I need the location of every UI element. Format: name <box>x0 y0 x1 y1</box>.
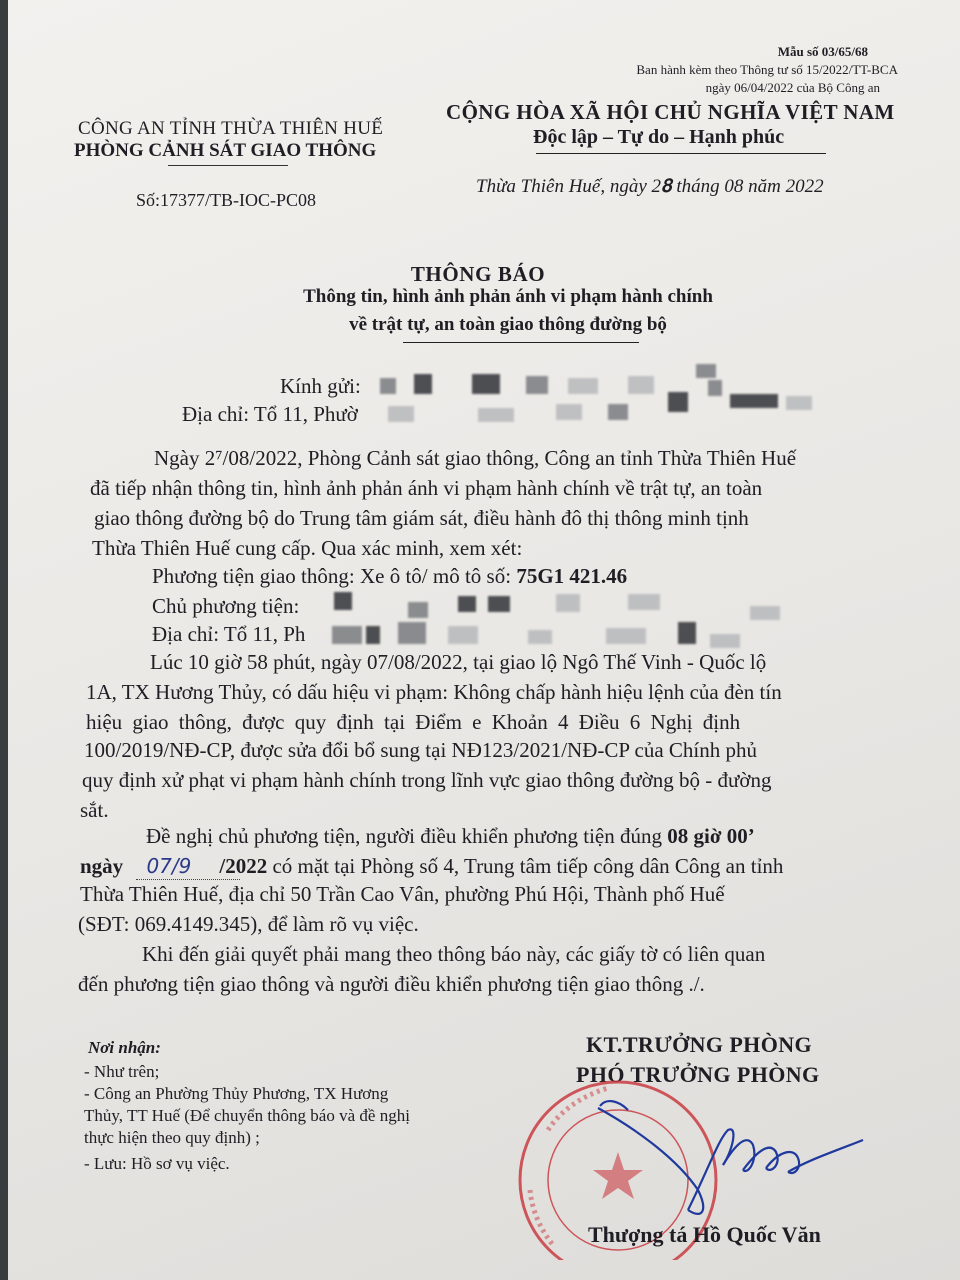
vehicle-plate: 75G1 421.46 <box>516 564 628 588</box>
paragraph-1-line-2: đã tiếp nhận thông tin, hình ảnh phản ánh vi phạm hành chính về trật tự, an toàn <box>90 476 763 500</box>
paragraph-3-line-4: (SĐT: 069.4149.345), để làm rõ vụ việc. <box>78 912 419 936</box>
notice-subtitle-1: Thông tin, hình ảnh phản ánh vi phạm hành chính <box>303 286 713 307</box>
paragraph-3-line-2 <box>80 854 783 879</box>
org-name: CÔNG AN TỈNH THỪA THIÊN HUẾ <box>78 118 384 139</box>
paragraph-4-line-2: đến phương tiện giao thông và người điều khiển phương tiện giao thông ./. <box>78 972 705 996</box>
date-fill-line <box>136 878 240 880</box>
appointment-place: có mặt tại Phòng số 4, Trung tâm tiếp công dân Công an tỉnh <box>267 854 784 878</box>
notice-title: THÔNG BÁO <box>410 262 546 286</box>
appointment-time: 08 giờ 00’ <box>667 824 755 848</box>
paragraph-4-line-1: Khi đến giải quyết phải mang theo thông báo này, các giấy tờ có liên quan <box>142 942 766 966</box>
recipients-heading: Nơi nhận: <box>88 1038 161 1057</box>
recipients-item-1: - Như trên; <box>84 1062 160 1081</box>
paragraph-1-line-4: Thừa Thiên Huế cung cấp. Qua xác minh, xem xét: <box>92 536 523 560</box>
paragraph-2-line-1: Lúc 10 giờ 58 phút, ngày 07/08/2022, tại giao lộ Ngô Thế Vinh - Quốc lộ <box>150 650 767 674</box>
recipient-address: Địa chỉ: Tổ 11, Phườ <box>182 402 358 426</box>
owner-address: Địa chỉ: Tổ 11, Ph <box>152 622 306 646</box>
motto-underline <box>536 153 826 154</box>
document-page <box>8 0 960 1280</box>
handwritten-date: 07/9 <box>146 854 192 878</box>
vehicle-line <box>152 564 627 589</box>
place-date: Thừa Thiên Huế, ngày 2𝟖 tháng 08 năm 2022 <box>476 176 824 197</box>
recipients-item-2-line-3: thực hiện theo quy định) ; <box>84 1128 260 1147</box>
form-issued-line-1: Ban hành kèm theo Thông tư số 15/2022/TT-BCA <box>636 62 898 77</box>
department-underline <box>168 165 288 166</box>
document-number: Số:17377/TB-IOC-PC08 <box>136 190 317 210</box>
paragraph-2-line-5: quy định xử phạt vi phạm hành chính trong lĩnh vực giao thông đường bộ - đường <box>82 768 772 792</box>
form-number: Mẫu số 03/65/68 <box>777 44 868 59</box>
signer-name: Thượng tá Hồ Quốc Văn <box>588 1222 821 1247</box>
recipients-item-3: - Lưu: Hồ sơ vụ việc. <box>84 1154 230 1173</box>
nation-heading: CỘNG HÒA XÃ HỘI CHỦ NGHĨA VIỆT NAM <box>446 100 895 124</box>
notice-subtitle-2: về trật tự, an toàn giao thông đường bộ <box>349 314 667 335</box>
handwritten-signature <box>598 1101 863 1214</box>
recipient-label: Kính gửi: <box>280 374 361 398</box>
signature-title-1: KT.TRƯỞNG PHÒNG <box>586 1032 812 1057</box>
recipients-item-2-line-2: Thủy, TT Huế (Để chuyển thông báo và đề nghị <box>84 1106 410 1125</box>
department-name: PHÒNG CẢNH SÁT GIAO THÔNG <box>74 140 377 161</box>
owner-label: Chủ phương tiện: <box>152 594 300 618</box>
vehicle-label: Phương tiện giao thông: Xe ô tô/ mô tô số: <box>152 564 517 588</box>
paragraph-3-text: Đề nghị chủ phương tiện, người điều khiển phương tiện đúng <box>146 824 668 848</box>
paragraph-2-line-3: hiệu giao thông, được quy định tại Điểm e Khoản 4 Điều 6 Nghị định <box>86 710 741 734</box>
paragraph-2-line-6: sắt. <box>80 798 109 822</box>
subtitle-underline <box>403 342 639 343</box>
motto: Độc lập – Tự do – Hạnh phúc <box>533 126 785 148</box>
paragraph-3-line-1 <box>146 824 755 849</box>
form-issued-line-2: ngày 06/04/2022 của Bộ Công an <box>705 80 880 95</box>
paragraph-1-line-1: Ngày 2⁷/08/2022, Phòng Cảnh sát giao thông, Công an tỉnh Thừa Thiên Huế <box>154 446 797 470</box>
paragraph-3-line-3: Thừa Thiên Huế, địa chỉ 50 Trần Cao Vân, phường Phú Hội, Thành phố Huế <box>80 882 725 906</box>
paragraph-1-line-3: giao thông đường bộ do Trung tâm giám sát, điều hành đô thị thông minh tịnh <box>94 506 749 530</box>
paragraph-2-line-2: 1A, TX Hương Thủy, có dấu hiệu vi phạm: Không chấp hành hiệu lệnh của đèn tín <box>86 680 782 704</box>
appointment-year: /2022 <box>219 854 268 878</box>
signature-title-2: PHÓ TRƯỞNG PHÒNG <box>576 1062 820 1087</box>
appointment-day-label: ngày <box>80 854 124 878</box>
recipients-item-2-line-1: - Công an Phường Thủy Phương, TX Hương <box>84 1084 389 1103</box>
paragraph-2-line-4: 100/2019/NĐ-CP, được sửa đổi bổ sung tại NĐ123/2021/NĐ-CP của Chính phủ <box>84 738 757 762</box>
